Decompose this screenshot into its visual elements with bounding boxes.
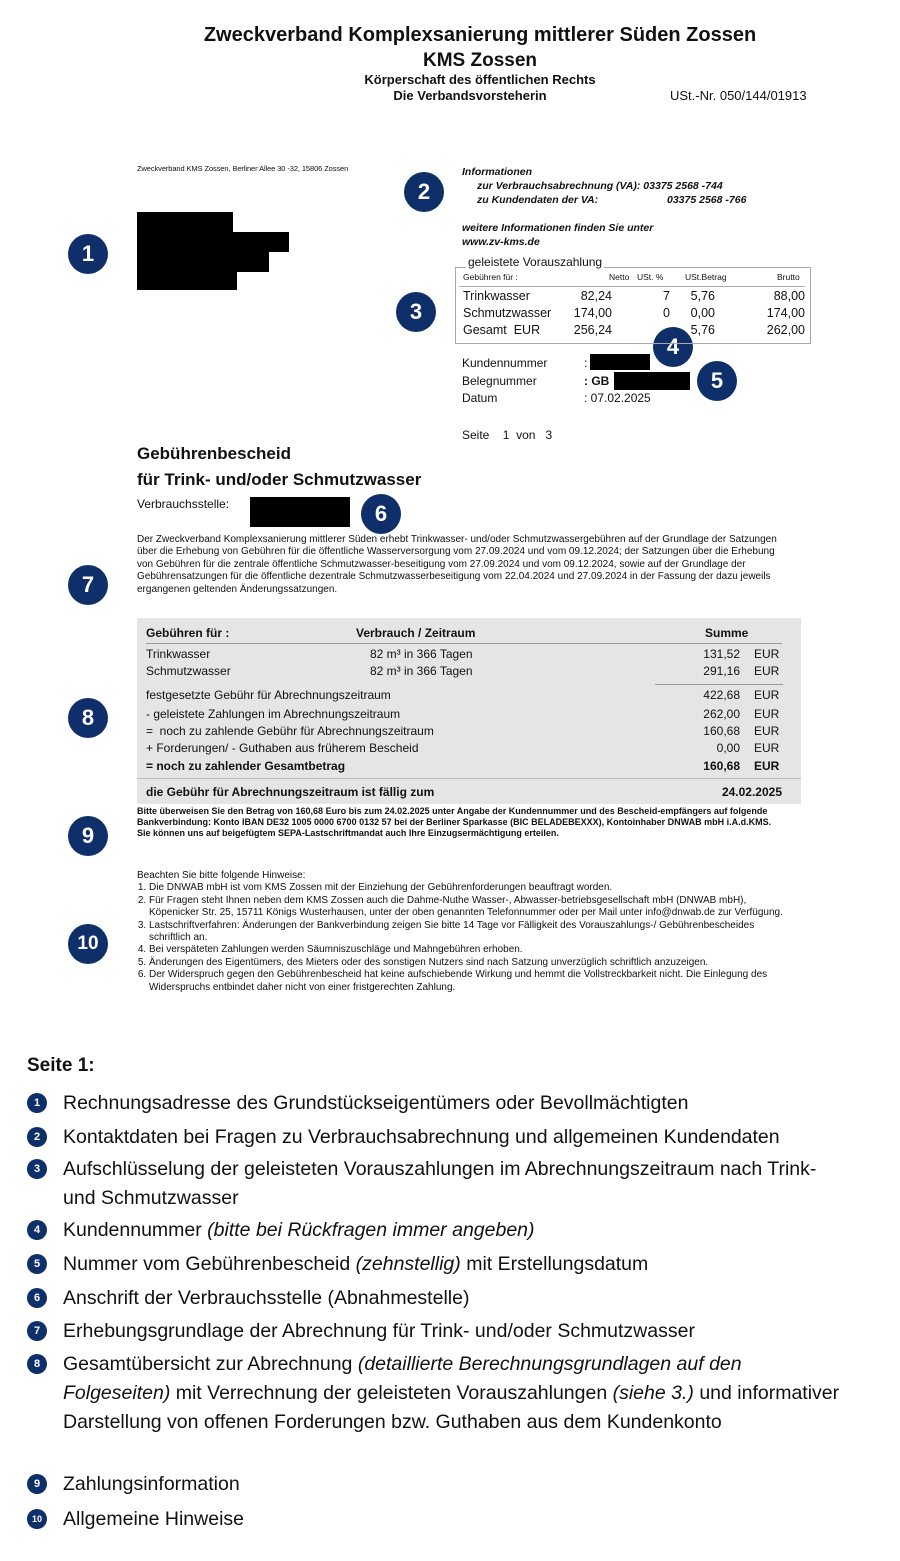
summary-calc-amount: 160,68 [703, 724, 740, 738]
document-title: Gebührenbescheid [137, 444, 291, 463]
legend-badge: 8 [27, 1354, 47, 1374]
note-item: 4. Bei verspäteten Zahlungen werden Säumniszuschläge und Mahngebühren erhoben. [149, 944, 787, 956]
summary-item-currency: EUR [754, 664, 780, 678]
legend-badge: 4 [27, 1220, 47, 1240]
marker-badge-8: 8 [68, 698, 108, 738]
summary-head-fee: Gebühren für : [146, 626, 230, 640]
legend-item: 7 Erhebungsgrundlage der Abrechnung für Trink- und/oder Schmutzwasser [27, 1317, 900, 1346]
marker-badge-2: 2 [404, 172, 444, 212]
prepayment-title: geleistete Vorauszahlung [468, 255, 603, 269]
customer-number-colon: : [584, 356, 588, 370]
summary-calc-label: - geleistete Zahlungen im Abrechnungszeitraum [146, 707, 401, 721]
document-number-prefix: : GB [584, 374, 610, 388]
legend-badge: 10 [27, 1509, 47, 1529]
page-indicator: Seite 1 von 3 [462, 428, 553, 442]
legend-title: Seite 1: [27, 1055, 95, 1076]
summary-calc-currency: EUR [754, 724, 780, 738]
marker-badge-9: 9 [68, 816, 108, 856]
marker-badge-3: 3 [396, 292, 436, 332]
organization-name: Zweckverband Komplexsanierung mittlerer Süden Zossen [203, 24, 757, 46]
contact-heading: Informationen [462, 166, 532, 178]
summary-calc-amount: 422,68 [703, 688, 740, 702]
summary-head-usage: Verbrauch / Zeitraum [356, 626, 476, 640]
legend-item: 9 Zahlungsinformation [27, 1470, 900, 1499]
vat-id: USt.-Nr. 050/144/01913 [670, 88, 807, 103]
notes-intro: Beachten Sie bitte folgende Hinweise: [137, 870, 306, 881]
redacted-consumption-point [250, 497, 350, 527]
prepayment-header: Gebühren für : Netto USt. % USt.Betrag Brutto [459, 272, 805, 287]
note-item: 3. Lastschriftverfahren: Änderungen der Bankverbindung zeigen Sie bitte 14 Tage vor Fälligkeit des Vorauszahlungs-/ Gebührenbescheides schriftlich an. [149, 920, 787, 945]
payment-information: Bitte überweisen Sie den Betrag von 160,68 Euro bis zum 24.02.2025 unter Angabe der Kundennummer und des Bescheid-empfängers auf folgende Bankverbindung: Konto IBAN DE32 1005 0000 6700 0132 57 bei der Berliner Sparkasse (BIC BELADEBEXXX), Kontoinhaber DNWAB mbH i.A.d.KMS. Sie können uns auf beigefügtem SEPA-Lastschriftmandat auch Ihre Einzugsermächtigung erteilen. [137, 806, 772, 838]
summary-calc-currency: EUR [754, 688, 780, 702]
contact-more: weitere Informationen finden Sie unter [462, 222, 654, 234]
redacted-address [137, 272, 237, 290]
general-notes [137, 870, 787, 994]
legend-item: 3 Aufschlüsselung der geleisteten Vorauszahlungen im Abrechnungszeitraum nach Trink- und Schmutzwasser [27, 1155, 823, 1213]
note-item: 6. Der Widerspruch gegen den Gebührenbescheid hat keine aufschiebende Wirkung und hemmt die Vollstreckbarkeit nicht. Die Einlegung des Widerspruchs entbindet daher nicht von einer fristgerechten Zahlung. [149, 969, 787, 994]
marker-badge-1: 1 [68, 234, 108, 274]
redacted-address [137, 232, 289, 252]
redacted-address [137, 212, 233, 232]
organization-short-name: KMS Zossen [422, 50, 538, 71]
legend-item: 8 Gesamtübersicht zur Abrechnung (detaillierte Berechnungsgrundlagen auf den Folgeseiten) mit Verrechnung der geleisteten Vorauszahlungen (siehe 3.) und informativer Darstellung von offenen Forderungen bzw. Guthaben aus dem Kundenkonto [27, 1350, 853, 1437]
chair-line: Die Verbandsvorsteherin [393, 88, 547, 103]
sender-line: Zweckverband KMS Zossen, Berliner Allee 30 -32, 15806 Zossen [137, 164, 349, 173]
legend-item: 10 Allgemeine Hinweise [27, 1505, 900, 1534]
due-date: 24.02.2025 [721, 785, 782, 799]
summary-head-sum: Summe [705, 626, 749, 640]
marker-badge-6: 6 [361, 494, 401, 534]
summary-item-usage: 82 m³ in 366 Tagen [370, 664, 473, 678]
note-item: 5. Änderungen des Eigentümers, des Mieters oder des sonstigen Nutzers sind nach Satzung unverzüglich schriftlich anzuzeigen. [149, 957, 787, 969]
summary-total-currency: EUR [754, 759, 780, 773]
legend-item: 1 Rechnungsadresse des Grundstückseigentümers oder Bevollmächtigten [27, 1089, 900, 1118]
summary-total-amount: 160,68 [703, 759, 740, 773]
contact-url[interactable]: www.zv-kms.de [462, 236, 540, 248]
summary-calc-label: festgesetzte Gebühr für Abrechnungszeitraum [146, 688, 391, 702]
summary-item-amount: 131,52 [703, 647, 740, 661]
legend-item: 6 Anschrift der Verbrauchsstelle (Abnahmestelle) [27, 1284, 900, 1313]
summary-subtotal-divider [655, 684, 783, 685]
marker-badge-7: 7 [68, 565, 108, 605]
customer-number-label: Kundennummer [462, 356, 548, 370]
prepayment-row: Schmutzwasser 174,00 0 0,00 174,00 [463, 306, 805, 320]
date-label: Datum [462, 391, 498, 405]
summary-calc-currency: EUR [754, 741, 780, 755]
summary-item-label: Trinkwasser [146, 647, 211, 661]
legend-badge: 5 [27, 1254, 47, 1274]
redacted-customer-number [590, 354, 650, 370]
summary-calc-amount: 0,00 [716, 741, 740, 755]
redacted-address [137, 252, 269, 272]
contact-line-kunde: zu Kundendaten der VA: 03375 2568 -766 [477, 194, 747, 206]
summary-item-usage: 82 m³ in 366 Tagen [370, 647, 473, 661]
note-item: 2. Für Fragen steht Ihnen neben dem KMS Zossen auch die Dahme-Nuthe Wasser-, Abwasser-betriebsgesellschaft mbH (DNWAB mbH), Köpenicker Str. 25, 15711 Königs Wusterhausen, unter der oben genannten Telefonnummer oder per Mail unter info@dnwab.de zur Verfügung. [149, 895, 787, 920]
summary-divider [146, 643, 782, 644]
prepayment-total-row: Gesamt EUR 256,24 5,76 262,00 [463, 323, 805, 337]
marker-badge-5: 5 [697, 361, 737, 401]
summary-calc-amount: 262,00 [703, 707, 740, 721]
summary-calc-label: + Forderungen/ - Guthaben aus früherem Bescheid [146, 741, 419, 755]
redacted-document-number [614, 372, 690, 390]
summary-item-currency: EUR [754, 647, 780, 661]
legend-item: 5 Nummer vom Gebührenbescheid (zehnstellig) mit Erstellungsdatum [27, 1250, 900, 1279]
legend-item: 4 Kundennummer (bitte bei Rückfragen immer angeben) [27, 1216, 900, 1245]
legend-badge: 6 [27, 1288, 47, 1308]
summary-calc-label: = noch zu zahlende Gebühr für Abrechnungszeitraum [146, 724, 434, 738]
date-value: : 07.02.2025 [584, 391, 651, 405]
summary-calc-currency: EUR [754, 707, 780, 721]
contact-line-va: zur Verbrauchsabrechnung (VA): 03375 2568 -744 [477, 180, 723, 192]
legend-badge: 2 [27, 1127, 47, 1147]
legal-basis-text: Der Zweckverband Komplexsanierung mittlerer Süden erhebt Trinkwasser- und/oder Schmutzwassergebühren auf der Grundlage der Satzungen über die Erhebung von Gebühren für die öffentliche Wasserversorgung vom 27.09.2024 und vom 09.12.2024; der Satzungen über die Erhebung von Gebühren für die zentrale öffentliche Schmutzwasser-beseitigung vom 27.09.2024 und vom 09.12.2024, sowie auf der Grundlage der Gebührensatzungen für die öffentliche dezentrale Schmutzwasserbeseitigung vom 22.04.2024 und 27.09.2024 in der Fassung der dazu jeweils ergangenen geltenden Änderungssatzungen. [137, 534, 777, 595]
prepayment-row: Trinkwasser 82,24 7 5,76 88,00 [463, 289, 805, 303]
summary-due-divider [137, 778, 801, 779]
due-label: die Gebühr für Abrechnungszeitraum ist fällig zum [146, 785, 435, 799]
legend-item: 2 Kontaktdaten bei Fragen zu Verbrauchsabrechnung und allgemeinen Kundendaten [27, 1123, 900, 1152]
document-subtitle: für Trink- und/oder Schmutzwasser [137, 470, 422, 489]
note-item: 1. Die DNWAB mbH ist vom KMS Zossen mit der Einziehung der Gebührenforderungen beauftragt worden. [149, 882, 787, 894]
summary-total-label: = noch zu zahlender Gesamtbetrag [146, 759, 346, 773]
legend-badge: 3 [27, 1159, 47, 1179]
marker-badge-4: 4 [653, 327, 693, 367]
legend-badge: 9 [27, 1474, 47, 1494]
document-number-label: Belegnummer [462, 374, 537, 388]
legend-badge: 7 [27, 1321, 47, 1341]
corporation-type: Körperschaft des öffentlichen Rechts [364, 72, 596, 87]
consumption-point-label: Verbrauchsstelle: [137, 497, 230, 511]
marker-badge-10: 10 [68, 924, 108, 964]
summary-item-label: Schmutzwasser [146, 664, 231, 678]
legend-badge: 1 [27, 1093, 47, 1113]
summary-item-amount: 291,16 [703, 664, 740, 678]
